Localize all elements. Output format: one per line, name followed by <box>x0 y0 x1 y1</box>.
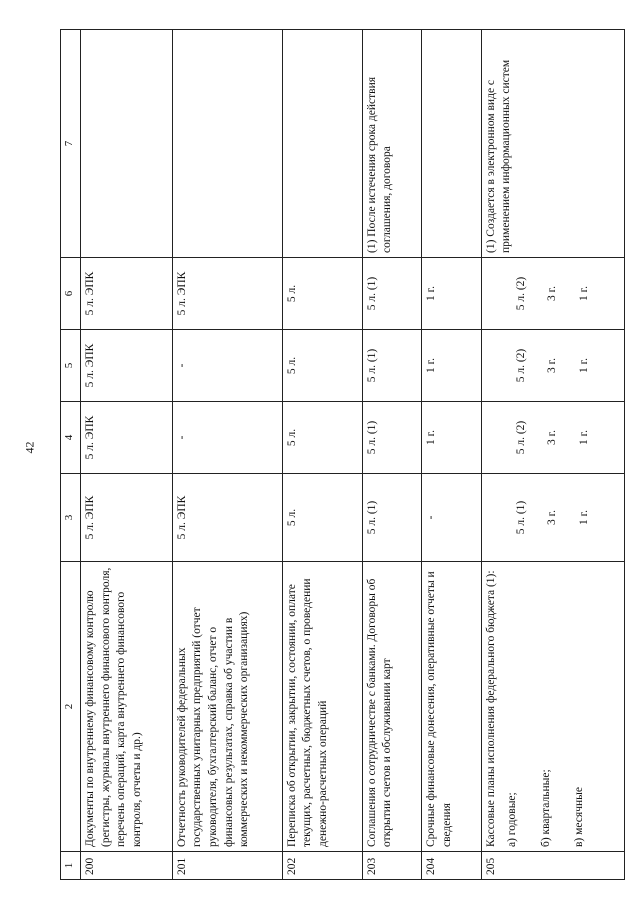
term-cell-col5: 5 л. <box>282 330 362 402</box>
term-cell-col6 <box>481 258 624 330</box>
term-cell-col5: 1 г. <box>422 330 482 402</box>
row-description: Соглашения о сотрудничестве с банками. Договоры об открытии счетов и обслуживании карт <box>362 562 422 852</box>
term-cell-col5: - <box>172 330 282 402</box>
term-value: 5 л. (2) <box>514 348 527 383</box>
sub-item: а) годовые; <box>506 792 519 847</box>
note-cell: (1) После истечения срока действия соглашения, договора <box>362 30 422 258</box>
term-value: 5 л. (2) <box>514 420 527 455</box>
term-cell-col3: 5 л. ЭПК <box>172 474 282 562</box>
table-row <box>481 30 624 880</box>
description-text: Кассовые планы исполнения федерального бюджета (1): <box>484 570 497 847</box>
term-cell-col6: 1 г. <box>422 258 482 330</box>
row-number: 204 <box>422 852 482 880</box>
table-row <box>422 30 482 880</box>
term-value: 1 г. <box>577 510 590 525</box>
note-cell <box>172 30 282 258</box>
term-cell-col3: 5 л. (1) <box>362 474 422 562</box>
term-value: 5 л. (2) <box>514 276 527 311</box>
term-cell-col3: 5 л. <box>282 474 362 562</box>
term-cell-col4: 5 л. ЭПК <box>81 402 173 474</box>
term-cell-col4 <box>481 402 624 474</box>
term-cell-col3: - <box>422 474 482 562</box>
term-cell-col6: 5 л. (1) <box>362 258 422 330</box>
term-cell-col3 <box>481 474 624 562</box>
page-number: 42 <box>22 441 37 454</box>
row-number: 200 <box>81 852 173 880</box>
column-header-7: 7 <box>61 30 81 258</box>
term-value: 1 г. <box>577 358 590 373</box>
sub-item: в) месячные <box>573 787 586 847</box>
term-cell-col4: 5 л. (1) <box>362 402 422 474</box>
note-cell: (1) Создается в электронном виде с применением информационных систем <box>481 30 624 258</box>
table-row <box>172 30 282 880</box>
column-header-6: 6 <box>61 258 81 330</box>
row-number: 202 <box>282 852 362 880</box>
term-cell-col6: 5 л. ЭПК <box>172 258 282 330</box>
table-row <box>362 30 422 880</box>
note-cell <box>422 30 482 258</box>
term-cell-col5: 5 л. ЭПК <box>81 330 173 402</box>
records-table <box>60 29 625 880</box>
column-header-4: 4 <box>61 402 81 474</box>
term-value: 5 л. (1) <box>514 500 527 535</box>
note-cell <box>81 30 173 258</box>
column-header-1: 1 <box>61 852 81 880</box>
column-header-3: 3 <box>61 474 81 562</box>
table-grid <box>60 30 625 880</box>
term-cell-col5: 5 л. (1) <box>362 330 422 402</box>
table-row <box>81 30 173 880</box>
row-number: 205 <box>481 852 624 880</box>
term-cell-col4: 5 л. <box>282 402 362 474</box>
term-value: 3 г. <box>546 358 559 373</box>
row-description: Переписка об открытии, закрытии, состоянии, оплате текущих, расчетных, бюджетных счетов, о проведении денежно-расчетных операций <box>282 562 362 852</box>
column-header-2: 2 <box>61 562 81 852</box>
term-value: 1 г. <box>577 430 590 445</box>
term-value: 3 г. <box>546 430 559 445</box>
term-cell-col6: 5 л. ЭПК <box>81 258 173 330</box>
row-description: Отчетность руководителей федеральных государственных унитарных предприятий (отчет руководителя, бухгалтерский баланс, отчет о финансовых результатах, справка об участии в коммерческих и некоммерческих организациях) <box>172 562 282 852</box>
term-cell-col3: 5 л. ЭПК <box>81 474 173 562</box>
column-header-5: 5 <box>61 330 81 402</box>
table-row <box>282 30 362 880</box>
term-cell-col4: 1 г. <box>422 402 482 474</box>
term-value: 3 г. <box>546 510 559 525</box>
term-value: 1 г. <box>577 286 590 301</box>
term-value: 3 г. <box>546 286 559 301</box>
row-description <box>481 562 624 852</box>
note-cell <box>282 30 362 258</box>
term-cell-col5 <box>481 330 624 402</box>
sub-item: б) квартальные; <box>539 769 552 847</box>
rotated-table <box>60 30 625 880</box>
row-description: Документы по внутреннему финансовому контролю (регистры, журналы внутреннего финансового контроля, перечень операций, карта внутреннего финансового контроля, отчеты и др.) <box>81 562 173 852</box>
row-number: 201 <box>172 852 282 880</box>
row-description: Срочные финансовые донесения, оперативные отчеты и сведения <box>422 562 482 852</box>
term-cell-col6: 5 л. <box>282 258 362 330</box>
term-cell-col4: - <box>172 402 282 474</box>
row-number: 203 <box>362 852 422 880</box>
